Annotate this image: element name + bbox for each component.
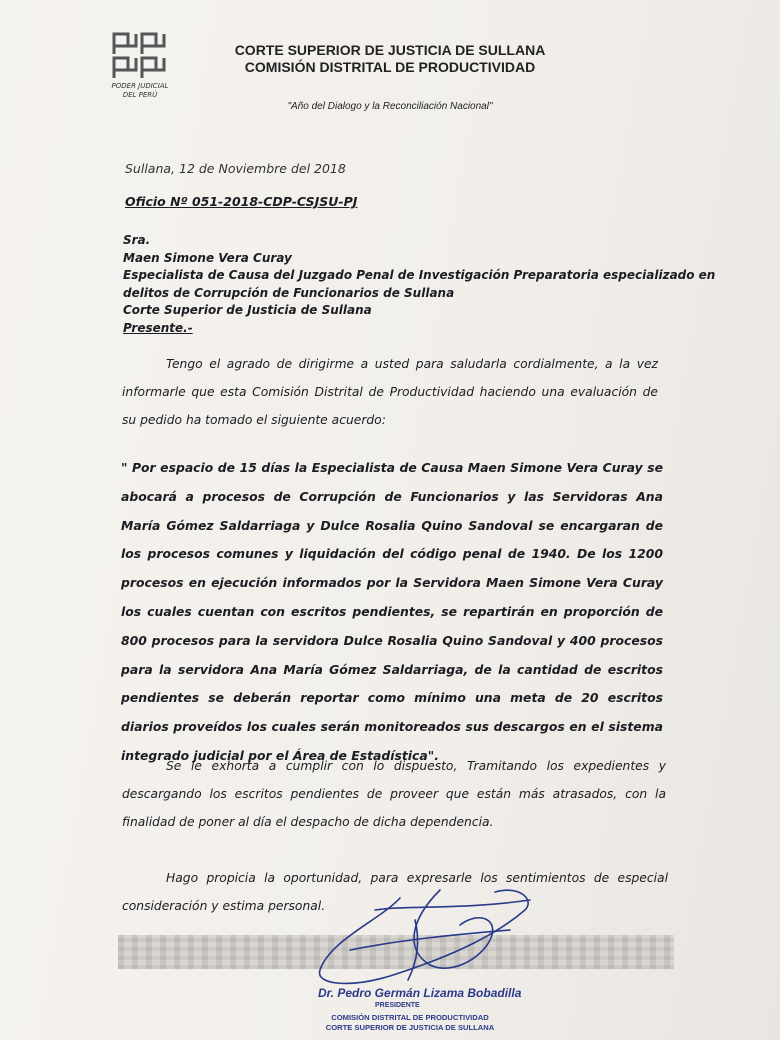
logo-line-2: DEL PERÚ	[122, 91, 158, 99]
logo-caption	[106, 82, 174, 100]
agreement-quote: " Por espacio de 15 días la Especialista de Causa Maen Simone Vera Curay se abocará a procesos de Corrupción de Funcionarios y las Servidoras Ana María Gómez Saldarriaga y Dulce Rosalia Quino Sandoval se encargaran de los procesos comunes y liquidación del código penal de 1940. De los 1200 procesos en ejecución informados por la Servidora Maen Simone Vera Curay los cuales cuentan con escritos pendientes, se repartirán en proporción de 800 procesos para la servidora Dulce Rosalia Quino Sandoval y 400 procesos para la servidora Ana María Gómez Saldarriaga, de la cantidad de escritos pendientes se deberán reportar como mínimo una meta de 20 escritos diarios proveídos los cuales serán monitoreados sus descargos en el sistema integrado judicial por el Área de Estadística".	[121, 460, 663, 763]
poder-judicial-logo	[106, 30, 174, 100]
signatory-org-1: COMISIÓN DISTRITAL DE PRODUCTIVIDAD	[331, 1013, 489, 1022]
logo-line-1: PODER JUDICIAL	[111, 82, 169, 90]
handwritten-signature	[290, 880, 540, 1000]
addressee-institution: Corte Superior de Justicia de Sullana	[123, 303, 372, 317]
letter-date: Sullana, 12 de Noviembre del 2018	[125, 161, 346, 176]
addressee-position-2: delitos de Corrupción de Funcionarios de Sullana	[123, 285, 455, 300]
signatory-org-2: CORTE SUPERIOR DE JUSTICIA DE SULLANA	[325, 1023, 495, 1032]
paragraph-intro: Tengo el agrado de dirigirme a usted para saludarla cordialmente, a la vez informarle que esta Comisión Distrital de Productividad haciendo una evaluación de su pedido ha tomado el siguiente acuerdo:	[122, 357, 658, 427]
addressee-position-1: Especialista de Causa del Juzgado Penal de Investigación Preparatoria especializado en	[123, 268, 716, 282]
commission-title: COMISIÓN DISTRITAL DE PRODUCTIVIDAD	[244, 59, 536, 75]
signatory-role: PRESIDENTE	[375, 1002, 420, 1009]
letter-reference: Oficio Nº 051-2018-CDP-CSJSU-PJ	[125, 194, 358, 209]
paragraph-exhortation: Se le exhorta a cumplir con lo dispuesto, Tramitando los expedientes y descargando los escritos pendientes de proveer que están más atrasados, con la finalidad de poner al día el despacho de dicha dependencia.	[122, 759, 666, 829]
presente: Presente.-	[123, 320, 193, 335]
addressee-block	[123, 232, 715, 337]
year-motto: "Año del Dialogo y la Reconciliación Nacional"	[287, 101, 493, 112]
court-title: CORTE SUPERIOR DE JUSTICIA DE SULLANA	[234, 42, 546, 58]
signatory-name: Dr. Pedro Germán Lizama Bobadilla	[318, 986, 522, 1000]
addressee-name: Maen Simone Vera Curay	[123, 250, 292, 265]
paragraph-closing: Hago propicia la oportunidad, para expresarle los sentimientos de especial consideración y estima personal.	[122, 871, 668, 913]
poder-judicial-emblem-icon	[106, 30, 174, 80]
salutation: Sra.	[123, 233, 151, 247]
